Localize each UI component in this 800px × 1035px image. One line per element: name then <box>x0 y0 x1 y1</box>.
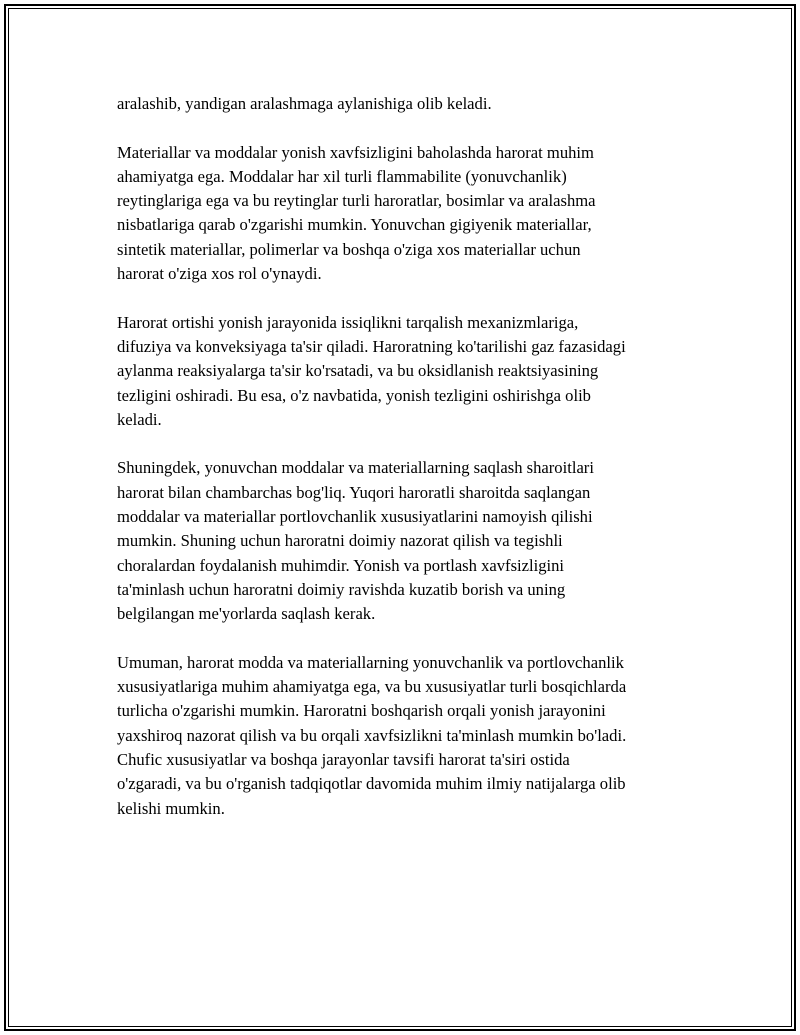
paragraph-4: Shuningdek, yonuvchan moddalar va materiallarning saqlash sharoitlari harorat bilan chambarchas bog'liq. Yuqori haroratli sharoitda saqlangan moddalar va materiallar portlovchanlik xususiyatlarini namoyish qilishi mumkin. Shuning uchun haroratni doimiy nazorat qilish va tegishli choralardan foydalanish muhimdir. Yonish va portlash xavfsizligini ta'minlash uchun haroratni doimiy ravishda kuzatib borish va uning belgilangan me'yorlarda saqlash kerak. <box>117 458 594 624</box>
paragraph-1: aralashib, yandigan aralashmaga aylanishiga olib keladi. <box>117 94 492 113</box>
paragraph-5: Umuman, harorat modda va materiallarning yonuvchanlik va portlovchanlik xususiyatlariga muhim ahamiyatga ega, va bu xususiyatlar turli bosqichlarda turlicha o'zgarishi mumkin. Haroratni boshqarish orqali yonish jarayonini yaxshiroq nazorat qilish va bu orqali xavfsizlikni ta'minlash mumkin bo'ladi. Chufic xususiyatlar va boshqa jarayonlar tavsifi harorat ta'siri ostida o'zgaradi, va bu o'rganish tadqiqotlar davomida muhim ilmiy natijalarga olib kelishi mumkin. <box>117 652 627 818</box>
paragraph-3: Harorat ortishi yonish jarayonida issiqlikni tarqalish mexanizmlariga, difuziya va konveksiyaga ta'sir qiladi. Haroratning ko'tarilishi gaz fazasidagi aylanma reaksiyalarga ta'sir ko'rsatadi, va bu oksidlanish reaktsiyasining tezligini oshiradi. Bu esa, o'z navbatida, yonish tezligini oshirishga olib keladi. <box>117 312 626 429</box>
paragraph-2: Materiallar va moddalar yonish xavfsizligini baholashda harorat muhim ahamiyatga ega. Moddalar har xil turli flammabilite (yonuvchanlik) reytinglariga ega va bu reytinglar turli haroratlar, bosimlar va aralashma nisbatlariga qarab o'zgarishi mumkin. Yonuvchan gigiyenik materiallar, sintetik materiallar, polimerlar va boshqa o'ziga xos materiallar uchun harorat o'ziga xos rol o'ynaydi. <box>117 142 596 284</box>
document-body <box>117 92 697 845</box>
